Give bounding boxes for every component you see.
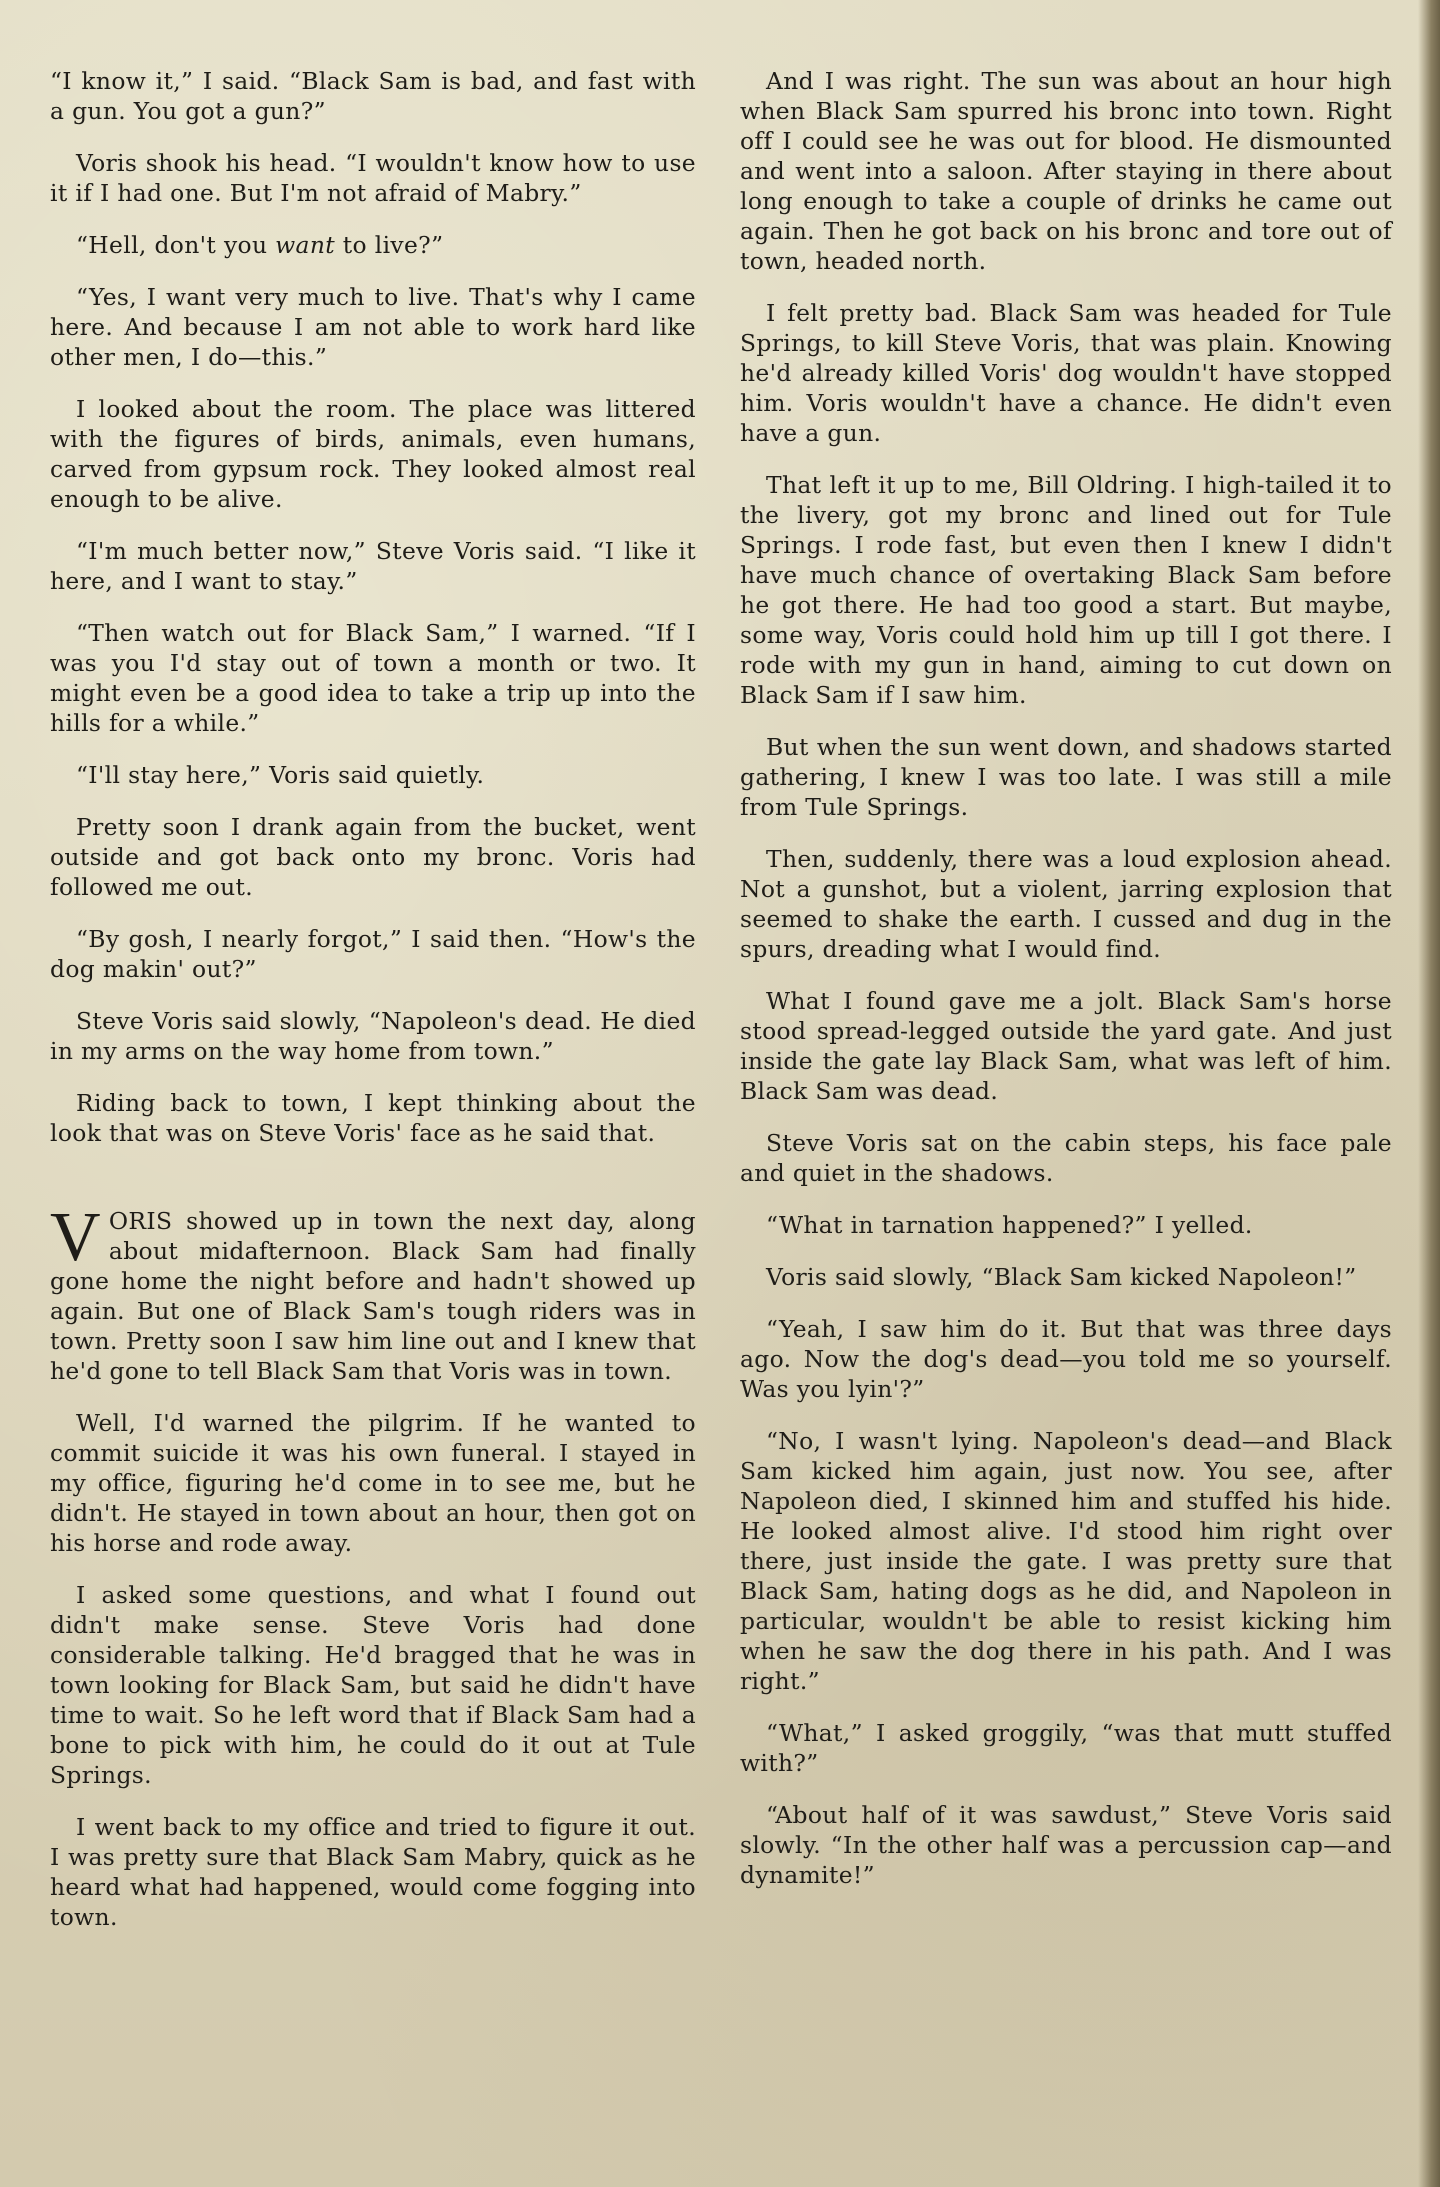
drop-cap: V	[50, 1199, 101, 1276]
small-caps-lead: ORIS	[108, 1207, 173, 1235]
paragraph: “Then watch out for Black Sam,” I warned. “If I was you I'd stay out of town a month or two. It might even be a good idea to take a trip up into the hills for a while.”	[50, 619, 696, 737]
paragraph: “I'll stay here,” Voris said quietly.	[76, 761, 485, 789]
paragraph: I felt pretty bad. Black Sam was headed for Tule Springs, to kill Steve Voris, that was plain. Knowing he'd already killed Voris' dog wouldn't have stopped him. Voris wouldn't have a chance. He didn't even have a gun.	[740, 299, 1392, 447]
paragraph: Voris shook his head. “I wouldn't know how to use it if I had one. But I'm not afraid of Mabry.”	[50, 149, 696, 207]
paragraph: I asked some questions, and what I found out didn't make sense. Steve Voris had done considerable talking. He'd bragged that he was in town looking for Black Sam, but said he didn't have time to wait. So he left word that if Black Sam had a bone to pick with him, he could do it out at Tule Springs.	[50, 1581, 696, 1789]
paragraph: “By gosh, I nearly forgot,” I said then. “How's the dog makin' out?”	[50, 925, 696, 983]
paragraph: Steve Voris sat on the cabin steps, his face pale and quiet in the shadows.	[740, 1129, 1392, 1187]
paragraph: And I was right. The sun was about an hour high when Black Sam spurred his bronc into town. Right off I could see he was out for blood. He dismounted and went into a saloon. After staying in there about long enough to take a couple of drinks he came out again. Then he got back on his bronc and tore out of town, headed north.	[740, 67, 1392, 275]
paragraph: “What,” I asked groggily, “was that mutt stuffed with?”	[740, 1719, 1392, 1777]
paragraph: “I know it,” I said. “Black Sam is bad, and fast with a gun. You got a gun?”	[50, 67, 696, 125]
left-column	[50, 66, 696, 1954]
paragraph: I went back to my office and tried to figure it out. I was pretty sure that Black Sam Mabry, quick as he heard what had happened, would come fogging into town.	[50, 1813, 696, 1931]
text-run: to live?”	[335, 231, 444, 259]
paragraph: Well, I'd warned the pilgrim. If he wanted to commit suicide it was his own funeral. I stayed in my office, figuring he'd come in to see me, but he didn't. He stayed in town about an hour, then got on his horse and rode away.	[50, 1409, 696, 1557]
paragraph: Voris said slowly, “Black Sam kicked Napoleon!”	[766, 1263, 1357, 1291]
page-edge-shadow	[1418, 0, 1440, 2187]
paragraph: Steve Voris said slowly, “Napoleon's dead. He died in my arms on the way home from town.”	[50, 1007, 696, 1065]
text-run: showed up in town the next day, along about midafternoon. Black Sam had finally gone home the night before and hadn't showed up again. But one of Black Sam's tough riders was in town. Pretty soon I saw him line out and I knew that he'd gone to tell Black Sam that Voris was in town.	[50, 1207, 696, 1385]
paragraph: Then, suddenly, there was a loud explosion ahead. Not a gunshot, but a violent, jarring explosion that seemed to shake the earth. I cussed and dug in the spurs, dreading what I would find.	[740, 845, 1392, 963]
paragraph: Riding back to town, I kept thinking about the look that was on Steve Voris' face as he said that.	[50, 1089, 696, 1147]
paragraph: “I'm much better now,” Steve Voris said. “I like it here, and I want to stay.”	[50, 537, 696, 595]
right-column	[740, 66, 1392, 1912]
paragraph: “No, I wasn't lying. Napoleon's dead—and Black Sam kicked him again, just now. You see, after Napoleon died, I skinned him and stuffed his hide. He looked almost alive. I'd stood him right over there, just inside the gate. I was pretty sure that Black Sam, hating dogs as he did, and Napoleon in particular, wouldn't be able to resist kicking him when he saw the dog there in his path. And I was right.”	[740, 1427, 1392, 1695]
paragraph: “About half of it was sawdust,” Steve Voris said slowly. “In the other half was a percussion cap—and dynamite!”	[740, 1801, 1392, 1889]
paragraph: “Yes, I want very much to live. That's why I came here. And because I am not able to work hard like other men, I do—this.”	[50, 283, 696, 371]
paragraph: I looked about the room. The place was littered with the figures of birds, animals, even humans, carved from gypsum rock. They looked almost real enough to be alive.	[50, 395, 696, 513]
paragraph: “Yeah, I saw him do it. But that was three days ago. Now the dog's dead—you told me so yourself. Was you lyin'?”	[740, 1315, 1392, 1403]
section-start-paragraph	[50, 1199, 696, 1386]
italic-word: want	[275, 231, 336, 259]
paragraph: But when the sun went down, and shadows started gathering, I knew I was too late. I was still a mile from Tule Springs.	[740, 733, 1392, 821]
paragraph: What I found gave me a jolt. Black Sam's horse stood spread-legged outside the yard gate. And just inside the gate lay Black Sam, what was left of him. Black Sam was dead.	[740, 987, 1392, 1105]
text-run: “Hell, don't you	[76, 231, 276, 259]
paragraph: “What in tarnation happened?” I yelled.	[766, 1211, 1253, 1239]
paragraph	[50, 230, 696, 260]
paragraph: That left it up to me, Bill Oldring. I high-tailed it to the livery, got my bronc and lined out for Tule Springs. I rode fast, but even then I knew I didn't have much chance of overtaking Black Sam before he got there. He had too good a start. But maybe, some way, Voris could hold him up till I got there. I rode with my gun in hand, aiming to cut down on Black Sam if I saw him.	[740, 471, 1392, 709]
paragraph: Pretty soon I drank again from the bucket, went outside and got back onto my bronc. Voris had followed me out.	[50, 813, 696, 901]
